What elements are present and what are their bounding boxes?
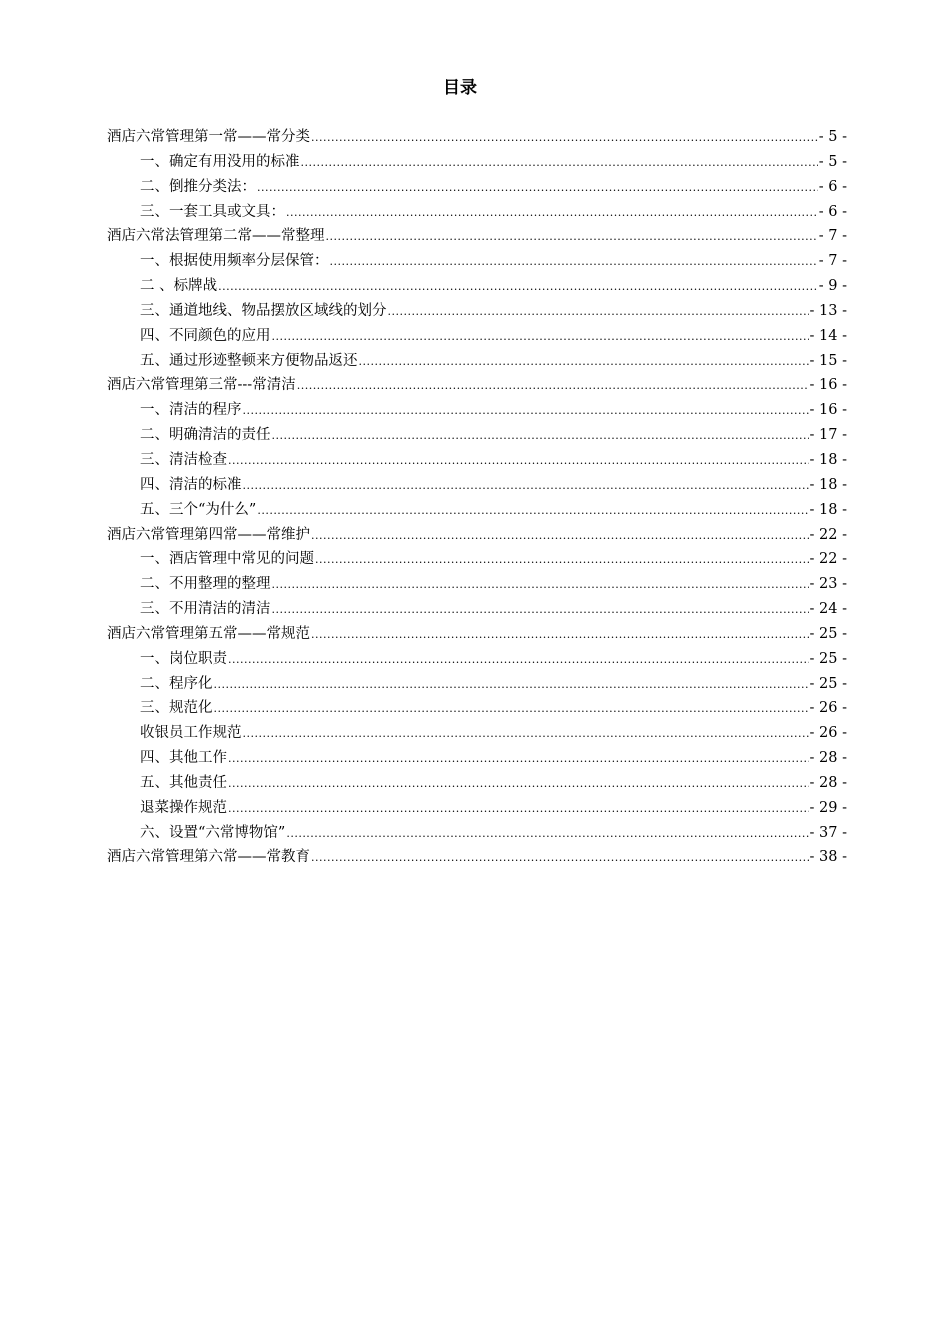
toc-entry-text: 退菜操作规范 xyxy=(140,799,227,816)
toc-entry-section[interactable] xyxy=(107,797,847,822)
toc-dot-leader xyxy=(228,773,809,795)
toc-dot-leader xyxy=(214,698,809,720)
toc-entry-page-number: - 14 - xyxy=(809,327,847,344)
toc-entry-text: 三、清洁检查 xyxy=(140,451,227,468)
toc-entry-text: 一、岗位职责 xyxy=(140,650,227,667)
toc-entry-section[interactable] xyxy=(107,548,847,573)
toc-dot-leader xyxy=(257,500,808,522)
toc-entry-page-number: - 16 - xyxy=(809,377,847,394)
toc-dot-leader xyxy=(297,375,809,397)
toc-entry-section[interactable] xyxy=(107,747,847,772)
toc-entry-text: 三、一套工具或文具： xyxy=(140,203,285,220)
toc-entry-chapter[interactable] xyxy=(107,374,847,399)
toc-entry-page-number: - 26 - xyxy=(809,725,847,742)
toc-entry-text: 五、其他责任 xyxy=(140,774,227,791)
toc-entry-section[interactable] xyxy=(107,648,847,673)
toc-entry-text: 二、不用整理的整理 xyxy=(140,576,271,593)
toc-entry-text: 二 、标牌战 xyxy=(140,278,218,295)
toc-entry-section[interactable] xyxy=(107,697,847,722)
toc-entry-section[interactable] xyxy=(107,275,847,300)
toc-entry-page-number: - 5 - xyxy=(818,153,847,170)
toc-entry-section[interactable] xyxy=(107,151,847,176)
toc-dot-leader xyxy=(218,276,818,298)
toc-entry-page-number: - 13 - xyxy=(809,302,847,319)
toc-entry-chapter[interactable] xyxy=(107,225,847,250)
toc-entry-text: 酒店六常法管理第二常——常整理 xyxy=(107,228,325,245)
toc-dot-leader xyxy=(311,847,809,869)
toc-entry-page-number: - 25 - xyxy=(809,625,847,642)
toc-entry-text: 酒店六常管理第四常——常维护 xyxy=(107,526,310,543)
toc-entry-page-number: - 28 - xyxy=(809,750,847,767)
toc-dot-leader xyxy=(315,549,809,571)
toc-entry-text: 一、酒店管理中常见的问题 xyxy=(140,551,314,568)
toc-entry-section[interactable] xyxy=(107,822,847,847)
toc-entry-text: 二、倒推分类法： xyxy=(140,178,256,195)
toc-entry-page-number: - 37 - xyxy=(809,824,847,841)
toc-dot-leader xyxy=(243,723,809,745)
toc-entry-section[interactable] xyxy=(107,474,847,499)
toc-entry-section[interactable] xyxy=(107,598,847,623)
toc-entry-page-number: - 29 - xyxy=(809,799,847,816)
toc-dot-leader xyxy=(228,798,809,820)
toc-entry-page-number: - 22 - xyxy=(809,526,847,543)
toc-entry-text: 四、不同颜色的应用 xyxy=(140,327,271,344)
toc-entry-text: 四、其他工作 xyxy=(140,750,227,767)
toc-title: 目录 xyxy=(443,78,477,98)
toc-entry-page-number: - 28 - xyxy=(809,774,847,791)
toc-dot-leader xyxy=(257,177,818,199)
toc-entry-text: 酒店六常管理第五常——常规范 xyxy=(107,625,310,642)
toc-entry-page-number: - 16 - xyxy=(809,402,847,419)
toc-entry-page-number: - 25 - xyxy=(809,675,847,692)
toc-entry-section[interactable] xyxy=(107,424,847,449)
toc-entry-chapter[interactable] xyxy=(107,126,847,151)
toc-entry-page-number: - 23 - xyxy=(809,576,847,593)
toc-entry-section[interactable] xyxy=(107,722,847,747)
toc-dot-leader xyxy=(272,574,809,596)
toc-entry-page-number: - 5 - xyxy=(818,129,847,145)
toc-dot-leader xyxy=(243,400,809,422)
toc-entry-page-number: - 6 - xyxy=(818,178,847,195)
toc-dot-leader xyxy=(243,475,809,497)
toc-entry-page-number: - 9 - xyxy=(818,278,847,295)
toc-entry-section[interactable] xyxy=(107,399,847,424)
toc-entry-page-number: - 15 - xyxy=(809,352,847,369)
toc-dot-leader xyxy=(311,525,809,547)
toc-entry-page-number: - 7 - xyxy=(818,253,847,270)
toc-dot-leader xyxy=(272,425,809,447)
toc-entry-section[interactable] xyxy=(107,449,847,474)
toc-entry-section[interactable] xyxy=(107,250,847,275)
toc-dot-leader xyxy=(286,202,818,224)
toc-entry-page-number: - 18 - xyxy=(809,476,847,493)
toc-dot-leader xyxy=(272,599,809,621)
toc-entry-page-number: - 25 - xyxy=(809,650,847,667)
toc-entry-text: 二、明确清洁的责任 xyxy=(140,427,271,444)
toc-entry-text: 酒店六常管理第三常---常清洁 xyxy=(107,377,296,394)
toc-entry-text: 一、清洁的程序 xyxy=(140,402,242,419)
toc-entry-text: 三、规范化 xyxy=(140,700,213,717)
toc-dot-leader xyxy=(311,127,818,149)
toc-dot-leader xyxy=(286,823,808,845)
toc-dot-leader xyxy=(311,624,809,646)
toc-entry-page-number: - 26 - xyxy=(809,700,847,717)
toc-dot-leader xyxy=(228,748,809,770)
toc-entry-page-number: - 18 - xyxy=(809,501,847,518)
toc-dot-leader xyxy=(330,251,818,273)
toc-entry-page-number: - 22 - xyxy=(809,551,847,568)
toc-dot-leader xyxy=(326,226,818,248)
toc-entry-page-number: - 38 - xyxy=(809,849,847,866)
toc-entry-text: 收银员工作规范 xyxy=(140,725,242,742)
toc-entry-text: 三、不用清洁的清洁 xyxy=(140,601,271,618)
toc-entry-page-number: - 6 - xyxy=(818,203,847,220)
toc-entry-section[interactable] xyxy=(107,325,847,350)
toc-entry-section[interactable] xyxy=(107,573,847,598)
toc-dot-leader xyxy=(272,326,809,348)
toc-entry-text: 四、清洁的标准 xyxy=(140,476,242,493)
toc-entry-section[interactable] xyxy=(107,176,847,201)
toc-entry-page-number: - 7 - xyxy=(818,228,847,245)
toc-dot-leader xyxy=(214,674,809,696)
toc-entry-text: 酒店六常管理第六常——常教育 xyxy=(107,849,310,866)
toc-entry-section[interactable] xyxy=(107,201,847,226)
toc-entry-page-number: - 24 - xyxy=(809,601,847,618)
toc-entry-text: 二、程序化 xyxy=(140,675,213,692)
toc-entry-section[interactable] xyxy=(107,772,847,797)
toc-dot-leader xyxy=(388,301,809,323)
toc-entry-page-number: - 18 - xyxy=(809,451,847,468)
toc-entry-text: 六、设置“六常博物馆” xyxy=(140,824,286,841)
toc-entry-section[interactable] xyxy=(107,499,847,524)
toc-entry-text: 酒店六常管理第一常——常分类 xyxy=(107,129,310,145)
toc-entry-section[interactable] xyxy=(107,300,847,325)
toc-list xyxy=(107,126,847,871)
toc-entry-chapter[interactable] xyxy=(107,524,847,549)
toc-entry-section[interactable] xyxy=(107,673,847,698)
toc-entry-chapter[interactable] xyxy=(107,623,847,648)
toc-entry-chapter[interactable] xyxy=(107,846,847,871)
toc-entry-text: 一、根据使用频率分层保管： xyxy=(140,253,329,270)
toc-entry-text: 一、确定有用没用的标准 xyxy=(140,153,300,170)
toc-entry-section[interactable] xyxy=(107,350,847,375)
toc-dot-leader xyxy=(228,649,809,671)
toc-dot-leader xyxy=(228,450,809,472)
toc-entry-page-number: - 17 - xyxy=(809,427,847,444)
toc-entry-text: 三、通道地线、物品摆放区域线的划分 xyxy=(140,302,387,319)
toc-entry-text: 五、通过形迹整顿来方便物品返还 xyxy=(140,352,358,369)
toc-dot-leader xyxy=(359,351,809,373)
toc-entry-text: 五、三个“为什么” xyxy=(140,501,257,518)
toc-dot-leader xyxy=(301,152,818,174)
